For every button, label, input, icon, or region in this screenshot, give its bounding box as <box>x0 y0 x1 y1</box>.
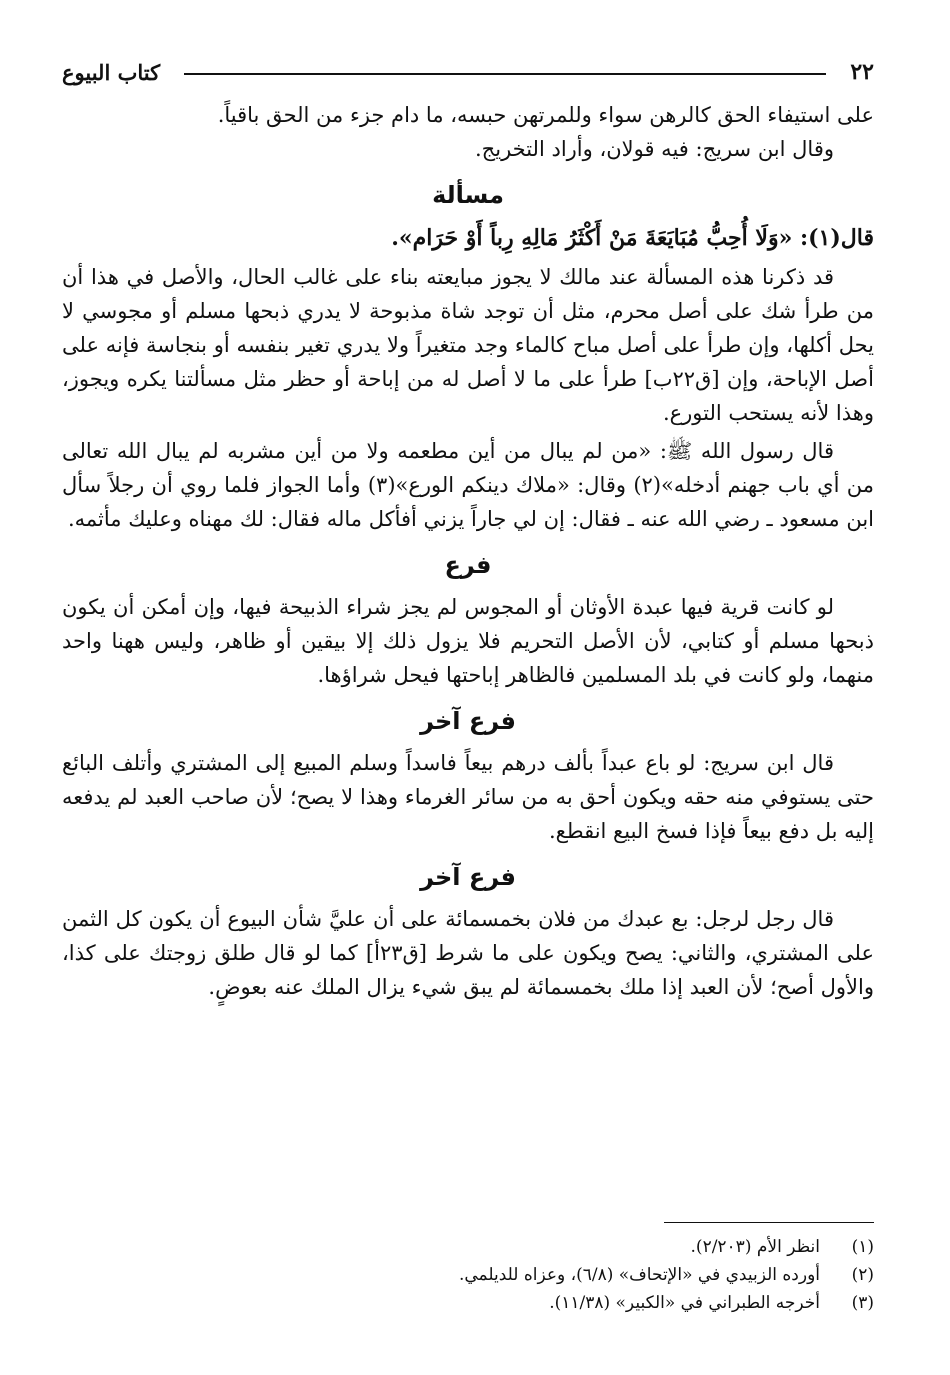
footnote-number: (٣) <box>851 1293 874 1313</box>
footnote-item <box>62 1233 874 1261</box>
footnote-item <box>62 1261 874 1289</box>
footnote-text: أورده الزبيدي في «الإتحاف» (٦/٨)، وعزاه للديلمي. <box>458 1265 820 1285</box>
masala-quote: قال(١): «وَلَا أُحِبُّ مُبَايَعَةَ مَنْ أَكْثَرُ مَالِهِ رِباً أَوْ حَرَام». <box>391 225 874 251</box>
section-heading-far-2: فرع آخر <box>420 707 516 735</box>
section-heading-far-1: فرع <box>444 551 492 579</box>
footnote-text: أخرجه الطبراني في «الكبير» (١١/٣٨). <box>549 1293 820 1313</box>
footnote-text: انظر الأم (٢/٢٠٣). <box>690 1237 820 1257</box>
footnote-item <box>62 1289 874 1317</box>
paragraph-far-3: قال رجل لرجل: بع عبدك من فلان بخمسمائة على أن عليَّ شأن البيوع أن يكون كل الثمن على المشتري، والثاني: يصح ويكون على ما شرط [ق٢٣أ] كما لو قال طلق زوجتك على كذا، والأول أصح؛ لأن العبد إذا ملك بخمسمائة لم يبق شيء يزال الملك عنه بعوضٍ. <box>62 907 874 999</box>
section-heading-far-3: فرع آخر <box>420 863 516 891</box>
footnote-rule <box>664 1222 874 1223</box>
footnotes <box>62 1222 874 1317</box>
footnote-number: (١) <box>851 1237 874 1257</box>
section-heading-masala: مسألة <box>432 181 504 209</box>
running-title: كتاب البيوع <box>62 59 161 85</box>
page-header <box>62 52 874 92</box>
paragraph-masala-1: قد ذكرنا هذه المسألة عند مالك لا يجوز مبايعته بناء على غالب الحال، والأصل في هذا أن من طرأ شك على أصل محرم، مثل أن توجد شاة مذبوحة لا يدري ذبحها مسلم أو مجوسي لا يحل أكلها، وإن طرأ على أصل مباح كالماء وجد متغيراً ولا يدري تغير بنفسه أو بنجاسة فإنه على أصل الإباحة، وإن [ق٢٢ب] طرأ على ما لا أصل له من إباحة أو حظر مثل مسألتنا يكره ويجوز، وهذا لأنه يستحب التورع. <box>62 265 874 425</box>
paragraph-far-1: لو كانت قرية فيها عبدة الأوثان أو المجوس لم يجز شراء الذبيحة فيها، وإن أمكن أن يكون ذبحها مسلم أو كتابي، لأن الأصل التحريم فلا يزول ذلك إلا بيقين أو ظاهر، وليس ههنا واحد منهما، ولو كانت في بلد المسلمين فالظاهر إباحتها فيحل شراؤها. <box>62 595 874 687</box>
paragraph-intro-2: وقال ابن سريج: فيه قولان، وأراد التخريج. <box>475 137 834 161</box>
header-rule <box>184 73 826 75</box>
document-page <box>62 52 874 1004</box>
footnote-number: (٢) <box>851 1265 874 1285</box>
paragraph-masala-2: قال رسول الله ﷺ: «من لم يبال من أين مطعمه ولا من أين مشربه لم يبال الله تعالى من أي باب جهنم أدخله»(٢) وقال: «ملاك دينكم الورع»(٣) وأما الجواز فلما روي أن رجلاً سأل ابن مسعود ـ رضي الله عنه ـ فقال: إن لي جاراً يزني أفأكل ماله فقال: لك مهناه وعليك مأثمه. <box>62 439 874 531</box>
page-number: ٢٢ <box>850 59 874 85</box>
paragraph-intro-1: على استيفاء الحق كالرهن سواء وللمرتهن حبسه، ما دام جزء من الحق باقياً. <box>217 103 874 127</box>
paragraph-far-2: قال ابن سريج: لو باع عبداً بألف درهم بيعاً فاسداً وسلم المبيع إلى المشتري وأتلف البائع حتى يستوفي منه حقه ويكون أحق به من سائر الغرماء وهذا لا يصح؛ لأن صاحب العبد لم يدفعه إليه بل دفع بيعاً فإذا فسخ البيع انقطع. <box>62 751 874 843</box>
